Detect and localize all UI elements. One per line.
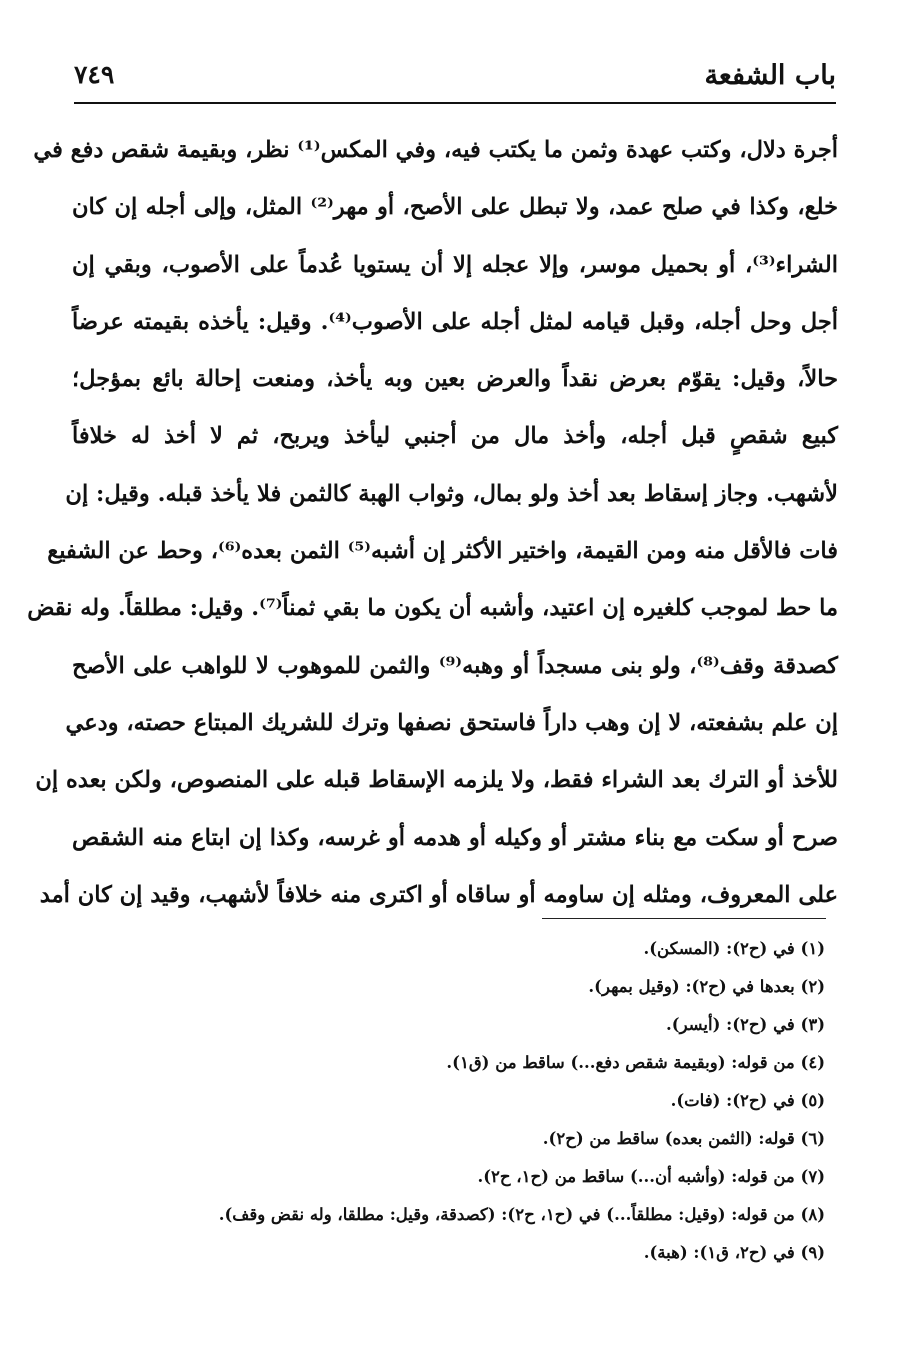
footnote: (٧) من قوله: (وأشبه أن...) ساقط من (ح١، ح٢).: [477, 1167, 825, 1186]
text-line: حالاً، وقيل: يقوّم بعرض نقداً والعرض بعين وبه يأخذ، ومنعت إحالة بائع بمؤجل؛: [72, 366, 838, 393]
footnote: (٩) في (ح٢، ق١): (هبة).: [643, 1243, 825, 1262]
footnote-separator: [542, 918, 826, 919]
footnote: (٣) في (ح٢): (أيسر).: [666, 1015, 825, 1034]
footnote: (٢) بعدها في (ح٢): (وقيل بمهر).: [588, 977, 825, 996]
text-line: للأخذ أو الترك بعد الشراء فقط، ولا يلزمه الإسقاط قبله على المنصوص، ولكن بعده إن: [35, 767, 838, 794]
text-line: لأشهب. وجاز إسقاط بعد أخذ ولو بمال، وثواب الهبة كالثمن فلا يأخذ قبله. وقيل: إن: [65, 480, 838, 507]
text-line: خلع، وكذا في صلح عمد، ولا تبطل على الأصح، أو مهر⁽²⁾ المثل، وإلى أجله إن كان: [72, 194, 838, 221]
text-line: صرح أو سكت مع بناء مشتر أو وكيله أو هدمه أو غرسه، وكذا إن ابتاع منه الشقص: [72, 824, 838, 851]
page-header: [74, 56, 836, 104]
text-line: الشراء⁽³⁾، أو بحميل موسر، وإلا عجله إلا أن يستويا عُدماً على الأصوب، وبقي إن: [72, 251, 838, 278]
footnote: (١) في (ح٢): (المسكن).: [643, 939, 825, 958]
text-line: ما حط لموجب كلغيره إن اعتيد، وأشبه أن يكون ما بقي ثمناً⁽⁷⁾. وقيل: مطلقاً. وله نقض: [27, 595, 838, 622]
text-line: على المعروف، ومثله إن ساومه أو ساقاه أو اكترى منه خلافاً لأشهب، وقيد إن كان أمد: [39, 881, 838, 908]
text-line: إن علم بشفعته، لا إن وهب داراً فاستحق نصفها وترك للشريك المبتاع حصته، ودعي: [65, 709, 838, 736]
text-line: كصدقة وقف⁽⁸⁾، ولو بنى مسجداً أو وهبه⁽⁹⁾ والثمن للموهوب لا للواهب على الأصح: [72, 652, 838, 679]
text-line: كبيع شقصٍ قبل أجله، وأخذ مال من أجنبي ليأخذ ويربح، ثم لا أخذ له خلافاً: [72, 423, 838, 450]
footnote: (٦) قوله: (الثمن بعده) ساقط من (ح٢).: [542, 1129, 825, 1148]
chapter-title: باب الشفعة: [704, 60, 836, 91]
text-line: أجل وحل أجله، وقبل قيامه لمثل أجله على الأصوب⁽⁴⁾. وقيل: يأخذه بقيمته عرضاً: [72, 308, 838, 335]
text-line: فات فالأقل منه ومن القيمة، واختير الأكثر إن أشبه⁽⁵⁾ الثمن بعده⁽⁶⁾، وحط عن الشفيع: [47, 538, 838, 565]
footnotes: [125, 930, 825, 1272]
main-text: [27, 122, 838, 924]
text-line: أجرة دلال، وكتب عهدة وثمن ما يكتب فيه، وفي المكس⁽¹⁾ نظر، وبقيمة شقص دفع في: [33, 137, 838, 163]
footnote: (٤) من قوله: (وبقيمة شقص دفع...) ساقط من (ق١).: [446, 1053, 825, 1072]
footnote: (٨) من قوله: (وقيل: مطلقاً...) في (ح١، ح٢): (كصدقة، وقيل: مطلقا، وله نقض وقف).: [218, 1205, 825, 1224]
footnote: (٥) في (ح٢): (فات).: [670, 1091, 825, 1110]
page-number: ٧٤٩: [74, 60, 115, 89]
